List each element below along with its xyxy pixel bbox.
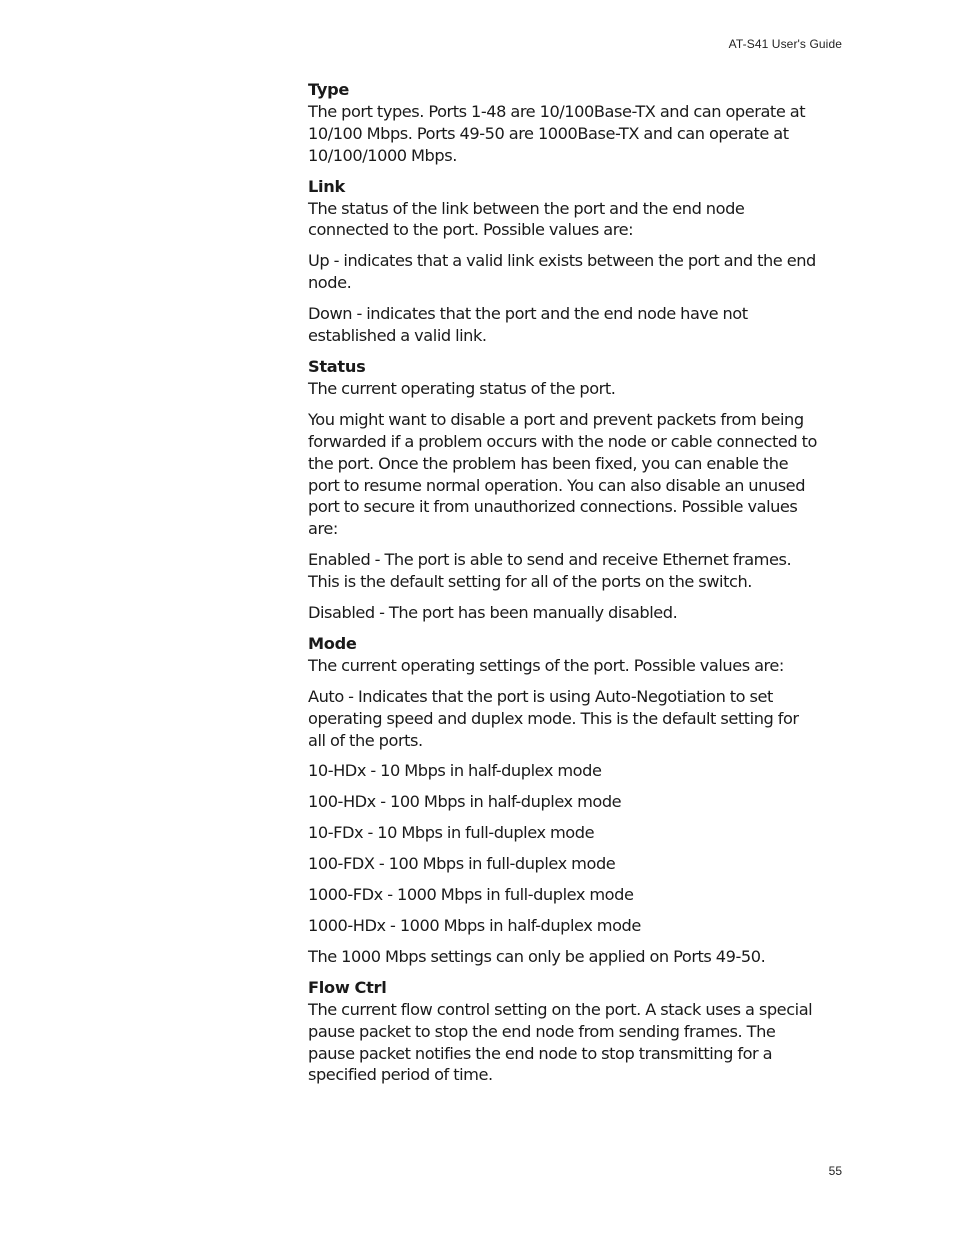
section-title: Flow Ctrl [308,977,387,997]
paragraph: Auto - Indicates that the port is using Auto-Negotiation to set operating speed and duplex mode. This is the default setting for all of the ports. [308,686,799,750]
section-title: Status [308,356,366,376]
page-content [308,79,820,1095]
section-link [308,176,820,347]
paragraph: The status of the link between the port and the end node connected to the port. Possible values are: [308,198,745,240]
section-status [308,356,820,624]
paragraph: 1000-HDx - 1000 Mbps in half-duplex mode [308,916,641,935]
paragraph: Enabled - The port is able to send and receive Ethernet frames. This is the default setting for all of the ports on the switch. [308,550,792,592]
section-title: Mode [308,633,357,653]
paragraph: Down - indicates that the port and the end node have not established a valid link. [308,304,748,346]
section-type [308,79,820,167]
section-flow-ctrl [308,977,820,1087]
paragraph: You might want to disable a port and prevent packets from being forwarded if a problem occurs with the node or cable connected to the port. Once the problem has been fixed, you can enable the port to resume normal operation. You can also disable an unused port to secure it from unauthorized connections. Possible values are: [308,409,817,539]
section-mode [308,633,820,968]
section-title: Type [308,80,350,99]
page-number: 55 [828,1164,842,1178]
paragraph: Up - indicates that a valid link exists between the port and the end node. [308,251,816,293]
paragraph: 10-FDx - 10 Mbps in full-duplex mode [308,823,595,843]
paragraph: 100-FDX - 100 Mbps in full-duplex mode [308,854,616,874]
paragraph: Disabled - The port has been manually disabled. [308,603,678,623]
paragraph: 10-HDx - 10 Mbps in half-duplex mode [308,761,602,781]
paragraph: The current operating settings of the port. Possible values are: [308,655,784,675]
paragraph: 100-HDx - 100 Mbps in half-duplex mode [308,792,622,812]
running-header: AT-S41 User's Guide [728,37,842,51]
paragraph: The port types. Ports 1-48 are 10/100Base-TX and can operate at 10/100 Mbps. Ports 49-50 are 1000Base-TX and can operate at 10/100/1000 Mbps. [308,101,806,165]
paragraph: The current operating status of the port. [308,378,616,398]
paragraph: 1000-FDx - 1000 Mbps in full-duplex mode [308,885,634,905]
section-title: Link [308,176,345,196]
paragraph: The 1000 Mbps settings can only be applied on Ports 49-50. [308,946,766,966]
paragraph: The current flow control setting on the port. A stack uses a special pause packet to stop the end node from sending frames. The pause packet notifies the end node to stop transmitting for a specified period of time. [308,999,813,1085]
